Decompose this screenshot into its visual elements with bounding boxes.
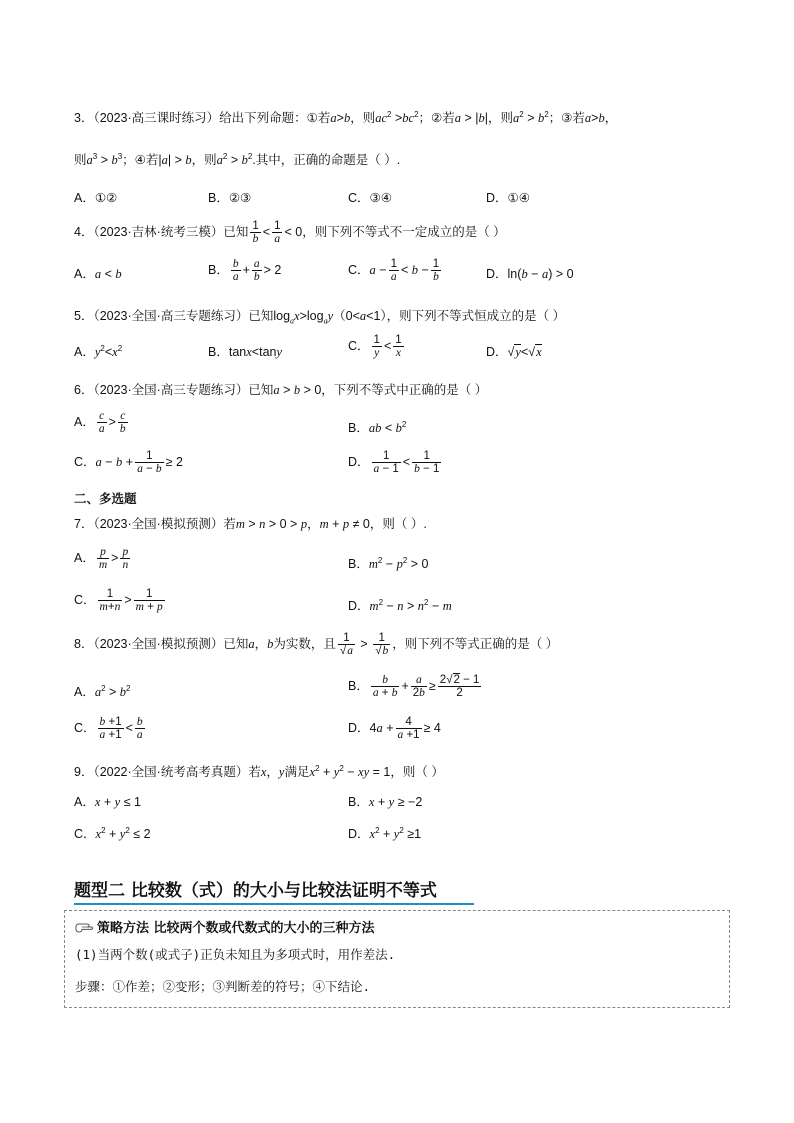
q9-option-a: A．x + y ≤ 1 bbox=[74, 795, 141, 809]
q4-option-c: C．a − $\frac{1}{a}$ < b − $\frac{1}{b}$ bbox=[348, 258, 440, 284]
pointing-hand-icon bbox=[75, 921, 93, 933]
strategy-line-1: (1)当两个数(或式子)正负未知且为多项式时，用作差法. bbox=[75, 947, 396, 962]
q6-option-b: B．ab < $b^2$ bbox=[348, 420, 407, 435]
q6-option-a: A． $\frac{c}{a}$ > $\frac{c}{b}$ bbox=[74, 410, 126, 436]
q4-option-d: D．ln(b − a) > 0 bbox=[486, 267, 574, 281]
question-9-stem: 9．（2022·全国·统考高考真题）若x，y满足$x^2 + y^2$ − xy = 1，则（ ） bbox=[74, 764, 444, 779]
q3-option-b: B．②③ bbox=[208, 191, 252, 205]
q9-option-b: B．x + y ≥ −2 bbox=[348, 795, 423, 809]
q6-option-c: C．a − b + $\frac{1}{a - b}$ ≥ 2 bbox=[74, 450, 183, 476]
q7-option-c: C． $\frac{1}{m+n}$ > $\frac{1}{m + p}$ bbox=[74, 588, 163, 614]
question-3-line-2: 则$a^3 > b^3$；④若|a| > b，则$a^2 > b^2$.其中，正确的命题是（ ）. bbox=[74, 152, 401, 167]
q9-option-c: C．$x^2 + y^2 \le 2$ bbox=[74, 826, 151, 841]
question-5-stem: 5．（2023·全国·高三专题练习）已知$\log_ax>\log_ay(0<a<1)$，则下列不等式恒成立的是（ ） bbox=[74, 309, 566, 326]
q9-option-d: D．$x^2 + y^2 \ge 1$ bbox=[348, 826, 422, 841]
q7-option-b: B．$m^2 - p^2 > 0$ bbox=[348, 556, 429, 571]
question-6-stem: 6．（2023·全国·高三专题练习）已知a > b > 0，下列不等式中正确的是（ ） bbox=[74, 383, 488, 397]
q3-option-a: A．①② bbox=[74, 191, 118, 205]
question-8-stem: 8．（2023·全国·模拟预测）已知a，b为实数，且 $\frac{1}{√a}$ > $\frac{1}{√b}$ ，则下列不等式正确的是（ ） bbox=[74, 632, 559, 658]
strategy-title: 策略方法 比较两个数或代数式的大小的三种方法 bbox=[75, 917, 375, 936]
q3-option-c: C．③④ bbox=[348, 191, 392, 205]
q5-option-c: C． $\frac{1}{y}$ < $\frac{1}{x}$ bbox=[348, 334, 402, 360]
question-7-stem: 7．（2023·全国·模拟预测）若m > n > 0 > p，m + p ≠ 0，则（ ）. bbox=[74, 517, 427, 531]
section-multi-select: 二、多选题 bbox=[74, 492, 137, 506]
q7-option-d: D．$m^2 - n > n^2 - m$ bbox=[348, 598, 452, 613]
strategy-box bbox=[64, 910, 730, 1008]
q4-option-b: B． $\frac{b}{a}$ + $\frac{a}{b}$ > 2 bbox=[208, 258, 282, 284]
question-3-line-1: 3．（2023·高三课时练习）给出下列命题：①若a>b，则$ac^2 >bc^2$；②若a > |b|，则$a^2 > b^2$；③若a>b， bbox=[74, 110, 618, 125]
q3-option-d: D．①④ bbox=[486, 191, 530, 205]
q5-option-b: B．tanx<tany bbox=[208, 345, 283, 359]
q4-option-a: A．a < b bbox=[74, 267, 122, 281]
q5-option-d: D．√y<√x bbox=[486, 345, 542, 359]
q7-option-a: A． $\frac{p}{m}$ > $\frac{p}{n}$ bbox=[74, 546, 129, 572]
q5-option-a: A．$y^2<x^2$ bbox=[74, 344, 123, 359]
q8-option-d: D．4a + $\frac{4}{a +1}$ ≥ 4 bbox=[348, 716, 441, 742]
question-4-stem: 4．（2023·吉林·统考三模）已知 $\frac{1}{b}$ < $\frac{1}{a}$ < 0，则下列不等式不一定成立的是（ ） bbox=[74, 220, 506, 246]
q6-option-d: D． $\frac{1}{a - 1}$ < $\frac{1}{b - 1}$ bbox=[348, 450, 440, 476]
strategy-line-2: 步骤：①作差；②变形；③判断差的符号；④下结论. bbox=[75, 979, 371, 994]
q8-option-c: C． $\frac{b +1}{a +1}$ < $\frac{b}{a}$ bbox=[74, 716, 143, 742]
q8-option-b: B． $\frac{b}{a + b}$ + $\frac{a}{2b}$ ≥ $\frac{2√2 - 1}{2}$ bbox=[348, 674, 480, 700]
q8-option-a: A．$a^2 > b^2$ bbox=[74, 684, 131, 699]
section-title-type-2: 题型二 比较数（式）的大小与比较法证明不等式 bbox=[74, 876, 474, 905]
